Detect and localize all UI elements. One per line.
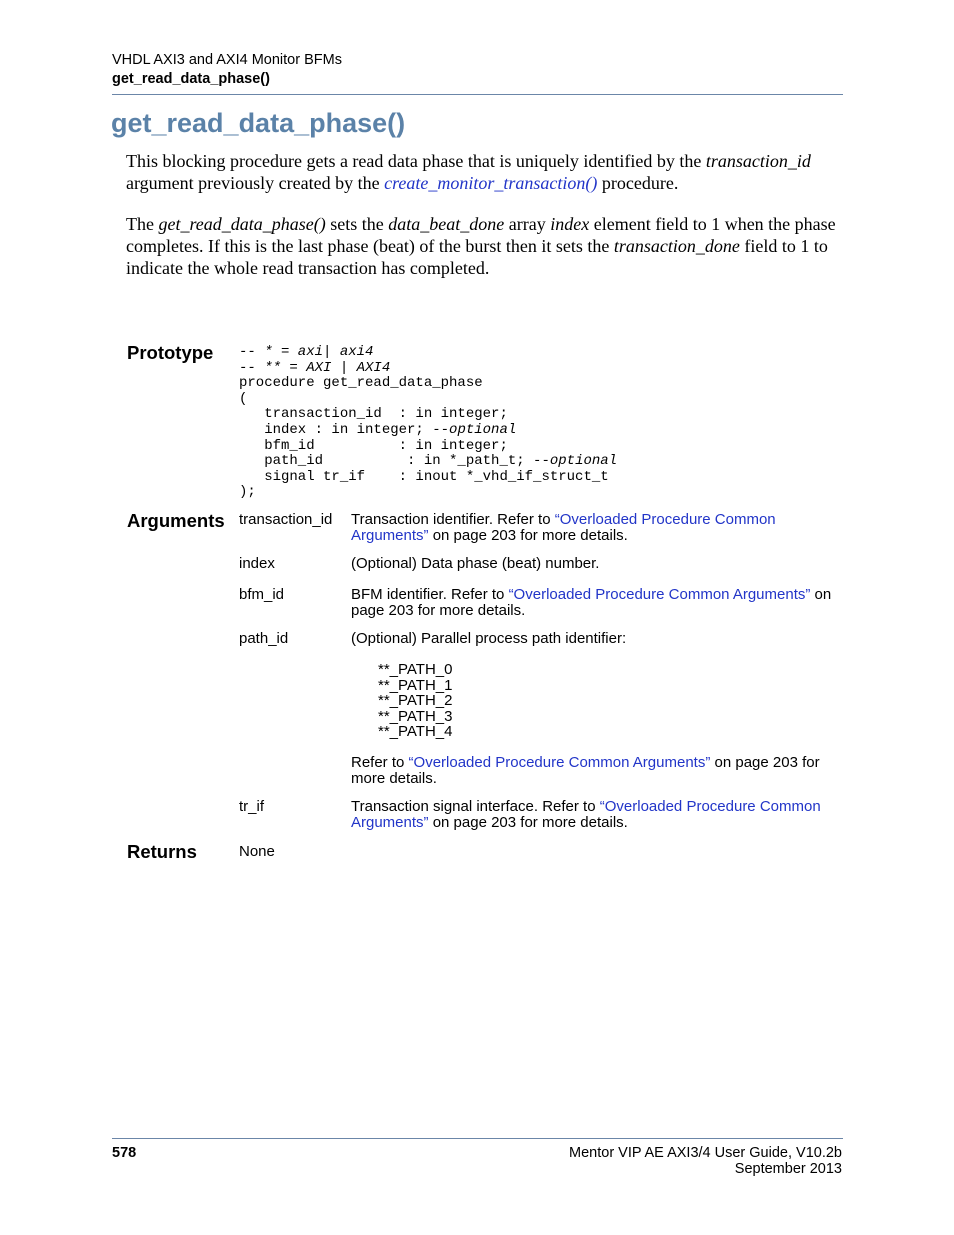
intro-paragraph-2 [126, 213, 842, 279]
code-comment: -- ** = AXI | AXI4 [239, 359, 391, 376]
intro-text: This blocking procedure gets a read data phase that is uniquely identified by the [126, 151, 706, 171]
arg-name-path-id: path_id [239, 630, 289, 647]
overloaded-args-link[interactable]: “Overloaded Procedure Common Arguments” [408, 754, 711, 771]
arg-name-bfm-id: bfm_id [239, 586, 285, 603]
overloaded-args-link[interactable]: “Overloaded Procedure Common Arguments” [351, 798, 821, 831]
path-constant: **_PATH_3 [378, 707, 453, 725]
code-line: bfm_id : in integer; [239, 437, 508, 454]
intro-text: field to 1 to indicate the whole read transaction has completed. [126, 236, 828, 278]
page-number: 578 [112, 1145, 137, 1161]
code-comment: optional [449, 421, 517, 438]
returns-value: None [239, 843, 275, 860]
arg-name-index: index [239, 555, 275, 572]
footer-divider [112, 1138, 843, 1139]
header-divider [112, 94, 843, 95]
prototype-label: Prototype [127, 342, 214, 363]
code-comment: -- * = axi| axi4 [239, 344, 374, 360]
code-line: procedure get_read_data_phase [239, 375, 483, 392]
path-constant: **_PATH_4 [378, 723, 453, 740]
path-constant: **_PATH_2 [378, 692, 453, 709]
footer-date: September 2013 [734, 1161, 842, 1177]
arg-desc-text: Transaction signal interface. Refer to [351, 798, 600, 815]
code-line: index : in integer; -- [239, 421, 450, 438]
code-line: ( [239, 390, 248, 407]
returns-label: Returns [127, 841, 197, 862]
code-line: transaction_id : in integer; [239, 406, 508, 423]
arg-desc-tr-if [351, 799, 843, 831]
running-header-section: VHDL AXI3 and AXI4 Monitor BFMs [112, 52, 342, 68]
arg-desc-path-id: (Optional) Parallel process path identifier: [351, 630, 627, 647]
intro-text: argument previously created by the [126, 173, 385, 193]
arg-desc-text: on page 203 for more details. [351, 754, 820, 787]
intro-term: transaction_id [705, 151, 811, 171]
overloaded-args-link[interactable]: “Overloaded Procedure Common Arguments” [351, 511, 776, 544]
path-constant-list [378, 662, 452, 740]
overloaded-args-link[interactable]: “Overloaded Procedure Common Arguments” [508, 586, 811, 603]
intro-text: array [504, 214, 551, 234]
code-line: path_id : in *_path_t; -- [239, 453, 550, 470]
intro-text: element field to 1 when the phase completes. If this is the last phase (beat) of the burst then it sets the [126, 214, 836, 256]
footer-guide-info [569, 1145, 842, 1177]
arguments-label: Arguments [127, 510, 225, 531]
intro-term: index [550, 214, 590, 234]
prototype-code [239, 345, 617, 501]
intro-term: transaction_done [613, 236, 740, 256]
intro-text: sets the [325, 214, 389, 234]
arg-desc-text: Transaction identifier. Refer to [351, 511, 555, 528]
arg-refer-path-id [351, 755, 843, 787]
code-comment: optional [549, 453, 618, 470]
arg-desc-index: (Optional) Data phase (beat) number. [351, 555, 600, 572]
create-monitor-transaction-link[interactable]: create_monitor_transaction() [384, 173, 598, 193]
arg-desc-text: BFM identifier. Refer to [351, 586, 509, 603]
intro-paragraph-1 [126, 150, 842, 194]
path-constant: **_PATH_1 [378, 676, 453, 694]
arg-desc-text: Refer to [351, 754, 409, 771]
arg-name-transaction-id: transaction_id [239, 511, 333, 528]
running-header-topic: get_read_data_phase() [112, 71, 270, 87]
arg-desc-text: on page 203 for more details. [351, 586, 832, 619]
footer-guide-title: Mentor VIP AE AXI3/4 User Guide, V10.2b [569, 1145, 842, 1161]
arg-desc-text: on page 203 for more details. [428, 527, 628, 544]
path-constant: **_PATH_0 [378, 661, 453, 678]
code-line: signal tr_if : inout *_vhd_if_struct_t [239, 468, 609, 485]
arg-desc-bfm-id [351, 587, 843, 619]
intro-term: data_beat_done [388, 214, 505, 234]
arg-desc-text: on page 203 for more details. [428, 814, 628, 831]
intro-text: The [126, 214, 159, 234]
intro-text: procedure. [597, 173, 679, 193]
arg-name-tr-if: tr_if [239, 798, 265, 815]
intro-term: get_read_data_phase() [158, 214, 326, 234]
page-title: get_read_data_phase() [111, 108, 406, 138]
arg-desc-transaction-id [351, 512, 843, 544]
code-line: ); [239, 484, 256, 501]
